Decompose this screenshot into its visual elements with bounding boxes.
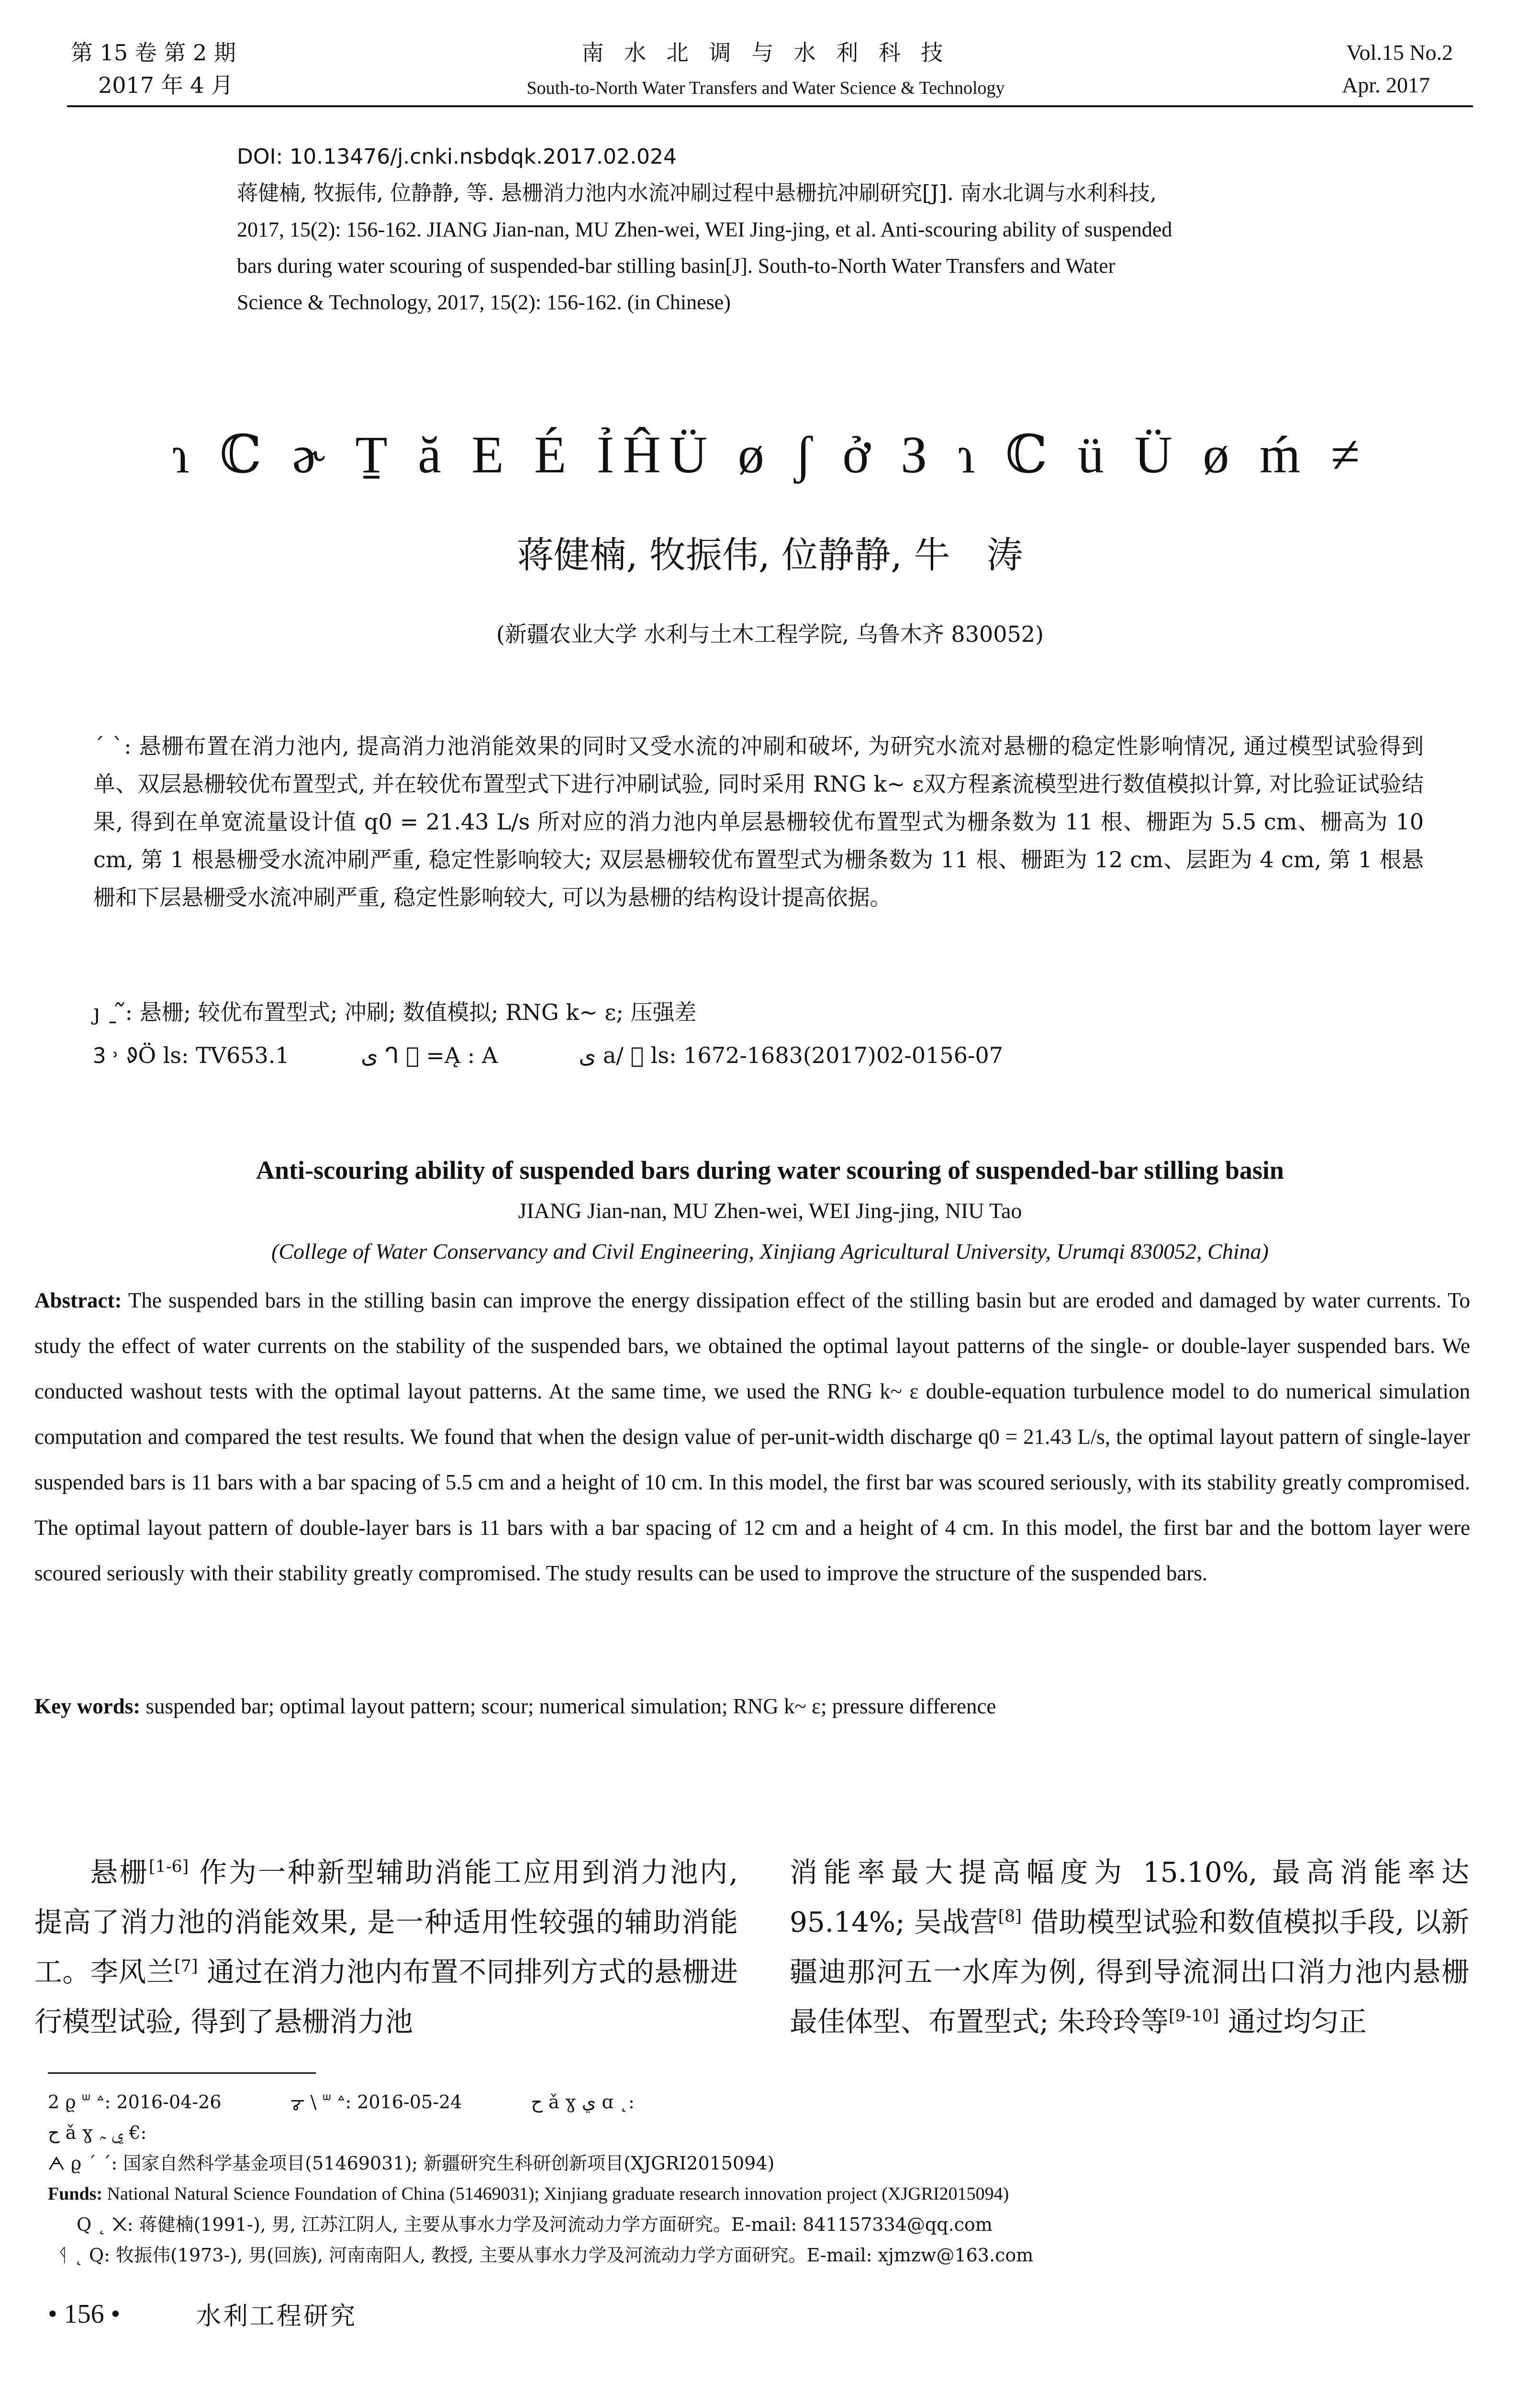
footnote-dates	[48, 2087, 1474, 2117]
article-id: : 1672-1683(2017)02-0156-07	[669, 1042, 1004, 1068]
received-label: 2 ϱ ᐜ ᐞ	[48, 2091, 105, 2113]
authors-en: JIANG Jian-nan, MU Zhen-wei, WEI Jing-jing, NIU Tao	[518, 1198, 1022, 1223]
citation-line-2: 2017, 15(2): 156-162. JIANG Jian-nan, MU Zhen-wei, WEI Jing-jing, et al. Anti-scouring ability of suspended	[237, 218, 1172, 241]
body-text: 借助模型试验和数值模拟手段, 以新疆迪那河五一水库为例, 得到导流洞出口消力池内悬栅最佳体型、布置型式; 朱玲玲等	[790, 1906, 1470, 2038]
revised-date: : 2016-05-24	[345, 2091, 462, 2113]
body-text: 消能率最大提高幅度为 15.10%, 最高消能率达 95.14%; 吴战营	[790, 1856, 1469, 1938]
keywords-en-text: suspended bar; optimal layout pattern; scour; numerical simulation; RNG k~ ε; pressure difference	[145, 1694, 996, 1718]
clc-label: Ꝫ ˒ ᱽÖ ls	[93, 1042, 181, 1068]
page-number: • 156 •	[48, 2299, 121, 2329]
online-url: :	[140, 2122, 147, 2143]
citation-line-3: bars during water scouring of suspended-bar stilling basin[J]. South-to-North Water Transfers and Water	[237, 254, 1116, 278]
online-url-label: ح ǎ ɣ ي ﮧ €	[48, 2122, 141, 2143]
online-time-label: ح ǎ ɣ ي ɑ ˛	[531, 2091, 628, 2113]
body-text: 通过在消力池内布置不同排列方式的悬栅进行模型试验, 得到了悬栅消力池	[34, 1956, 738, 2038]
header-volume-issue-cn: 第 15 卷 第 2 期	[71, 40, 236, 66]
header-date-cn: 2017 年 4 月	[98, 72, 234, 98]
revised-label: ᡒ \ ᐜ ᐞ	[290, 2091, 346, 2113]
header-journal-title-en: South-to-North Water Transfers and Water Science & Technology	[526, 78, 1005, 98]
abstract-cn	[93, 727, 1424, 917]
body-right-paragraph	[790, 1847, 1469, 2046]
affiliation-cn: (新疆农业大学 水利与土木工程学院, 乌鲁木齐 830052)	[496, 621, 1044, 647]
footnote-online-url	[48, 2117, 1474, 2148]
citation-line-4: Science & Technology, 2017, 15(2): 156-162. (in Chinese)	[237, 291, 731, 314]
doc-code: Ą : A	[444, 1042, 498, 1068]
online-time: :	[628, 2091, 635, 2113]
body-left-column	[34, 1847, 738, 2046]
paper-title-cn: ɿ ℂ ɚ Ṯ ă Ε É ỈĤÜ ø ʃ ở З ɿ ℂ ü Ü ø ḿ ≠	[171, 425, 1369, 484]
header-rule	[67, 105, 1473, 107]
abstract-en-label: Abstract:	[34, 1288, 122, 1312]
footnote-fund-cn	[48, 2148, 1474, 2179]
funds-en-label: Funds:	[48, 2184, 103, 2204]
affiliation-en: (College of Water Conservancy and Civil Engineering, Xinjiang Agricultural University, Urumqi 830052, China)	[271, 1239, 1269, 1264]
abstract-en	[34, 1278, 1470, 1596]
author2-label: ᛩ ˛ Q	[57, 2245, 104, 2266]
received-date: : 2016-04-26	[104, 2091, 222, 2113]
footnote-author-1	[48, 2209, 1474, 2240]
citation-ref: [8]	[998, 1907, 1022, 1926]
citation-line-1: 蒋健楠, 牧振伟, 位静静, 等. 悬栅消力池内水流冲刷过程中悬栅抗冲刷研究[J]. 南水北调与水利科技,	[237, 181, 1157, 205]
footnote-author-2	[48, 2240, 1474, 2270]
clc-number: : TV653.1	[181, 1042, 290, 1068]
author1-info: : 蒋健楠(1991-), 男, 江苏江阴人, 主要从事水力学及河流动力学方面研究。E-mail: 841157334@qq.com	[127, 2214, 993, 2235]
footnote-fund-en	[48, 2179, 1474, 2209]
abstract-en-text: The suspended bars in the stilling basin can improve the energy dissipation effect of the stilling basin but are eroded and damaged by water currents. To study the effect of water currents on the stability of the suspended bars, we obtained the optimal layout patterns of the single- or double-layer suspended bars. We conducted washout tests with the optimal layout patterns. At the same time, we used the RNG k~ ε double-equation turbulence model to do numerical simulation computation and compared the test results. We found that when the design value of per-unit-width discharge q0 = 21.43 L/s, the optimal layout pattern of single-layer suspended bars is 11 bars with a bar spacing of 5.5 cm and a height of 10 cm. In this model, the first bar was scoured seriously, with its stability greatly compromised. The optimal layout pattern of double-layer bars is 11 bars with a bar spacing of 12 cm and a height of 4 cm. In this model, the first bar and the bottom layer were scoured seriously with their stability greatly compromised. The study results can be used to improve the structure of the suspended bars.	[34, 1288, 1471, 1585]
citation-ref: [9-10]	[1168, 2006, 1219, 2026]
header-volume-issue-en: Vol.15 No.2	[1346, 40, 1453, 65]
keywords-cn-text: : 悬栅; 较优布置型式; 冲刷; 数值模拟; RNG k~ ε; 压强差	[125, 999, 697, 1025]
body-left-paragraph	[34, 1847, 738, 2046]
citation-ref: [1-6]	[149, 1857, 189, 1877]
citation-ref: [7]	[174, 1957, 198, 1976]
citation-block	[237, 139, 1481, 321]
abstract-cn-text: : 悬栅布置在消力池内, 提高消力池消能效果的同时又受水流的冲刷和破坏, 为研究水流对悬栅的稳定性影响情况, 通过模型试验得到单、双层悬栅较优布置型式, 并在较优布置型式下进行冲刷试验, 同时采用 RNG k~ ε双方程紊流模型进行数值模拟计算, 对比验证试验结果, 得到在单宽流量设计值 q0 = 21.43 L/s 所对应的消力池内单层悬栅较优布置型式为栅条数为 11 根、栅距为 5.5 cm、栅高为 10 cm, 第 1 根悬栅受水流冲刷严重, 稳定性影响较大; 双层悬栅较优布置型式为栅条数为 11 根、栅距为 12 cm、层距为 4 cm, 第 1 根悬栅和下层悬栅受水流冲刷严重, 稳定性影响较大, 可以为悬栅的结构设计提高依据。	[93, 733, 1424, 910]
author1-label: Q ˛ ᙭	[77, 2214, 127, 2235]
footnote-rule	[48, 2072, 316, 2074]
header-date-en: Apr. 2017	[1342, 73, 1430, 97]
abstract-cn-label: ˊ ˋ	[93, 733, 124, 759]
author2-info: : 牧振伟(1973-), 男(回族), 河南南阳人, 教授, 主要从事水力学及河流动力学方面研究。E-mail: xjmzw@163.com	[104, 2245, 1034, 2266]
article-id-label: ى a/ ⃞ ls	[579, 1042, 670, 1068]
paper-title-en: Anti-scouring ability of suspended bars during water scouring of suspended-bar stilling basin	[256, 1156, 1284, 1185]
keywords-en-label: Key words:	[34, 1694, 141, 1718]
funds-en: National Natural Science Foundation of China (51469031); Xinjiang graduate research innovation project (XJGRI2015094)	[107, 2184, 1009, 2204]
fund-label: ᗅ ϱ ˊ ˊ	[48, 2153, 112, 2174]
keywords-cn-label: ȷ ˍ ᷉	[93, 999, 125, 1025]
footnotes	[48, 2087, 1474, 2270]
header-journal-title-cn: 南 水 北 调 与 水 利 科 技	[581, 40, 950, 66]
doc-code-label: ى ᒉ ⃞ =	[360, 1042, 445, 1068]
body-text: 通过均匀正	[1219, 2005, 1367, 2038]
keywords-en	[34, 1692, 1470, 1721]
body-right-column	[790, 1847, 1469, 2046]
fund-cn: : 国家自然科学基金项目(51469031); 新疆研究生科研创新项目(XJGRI2015094)	[111, 2153, 775, 2174]
doi: DOI: 10.13476/j.cnki.nsbdqk.2017.02.024	[237, 145, 677, 169]
body-text: 作为一种新型辅助消能工应用到消力池内, 提高了消力池的消能效果, 是一种适用性较强的辅助消能工。李风兰	[34, 1856, 738, 1988]
keywords-cn	[93, 998, 1424, 1027]
body-text: 悬栅	[90, 1856, 149, 1889]
section-name: 水利工程研究	[196, 2302, 357, 2331]
classification-line	[93, 1041, 1424, 1070]
authors-cn: 蒋健楠, 牧振伟, 位静静, 牛 涛	[517, 534, 1023, 576]
